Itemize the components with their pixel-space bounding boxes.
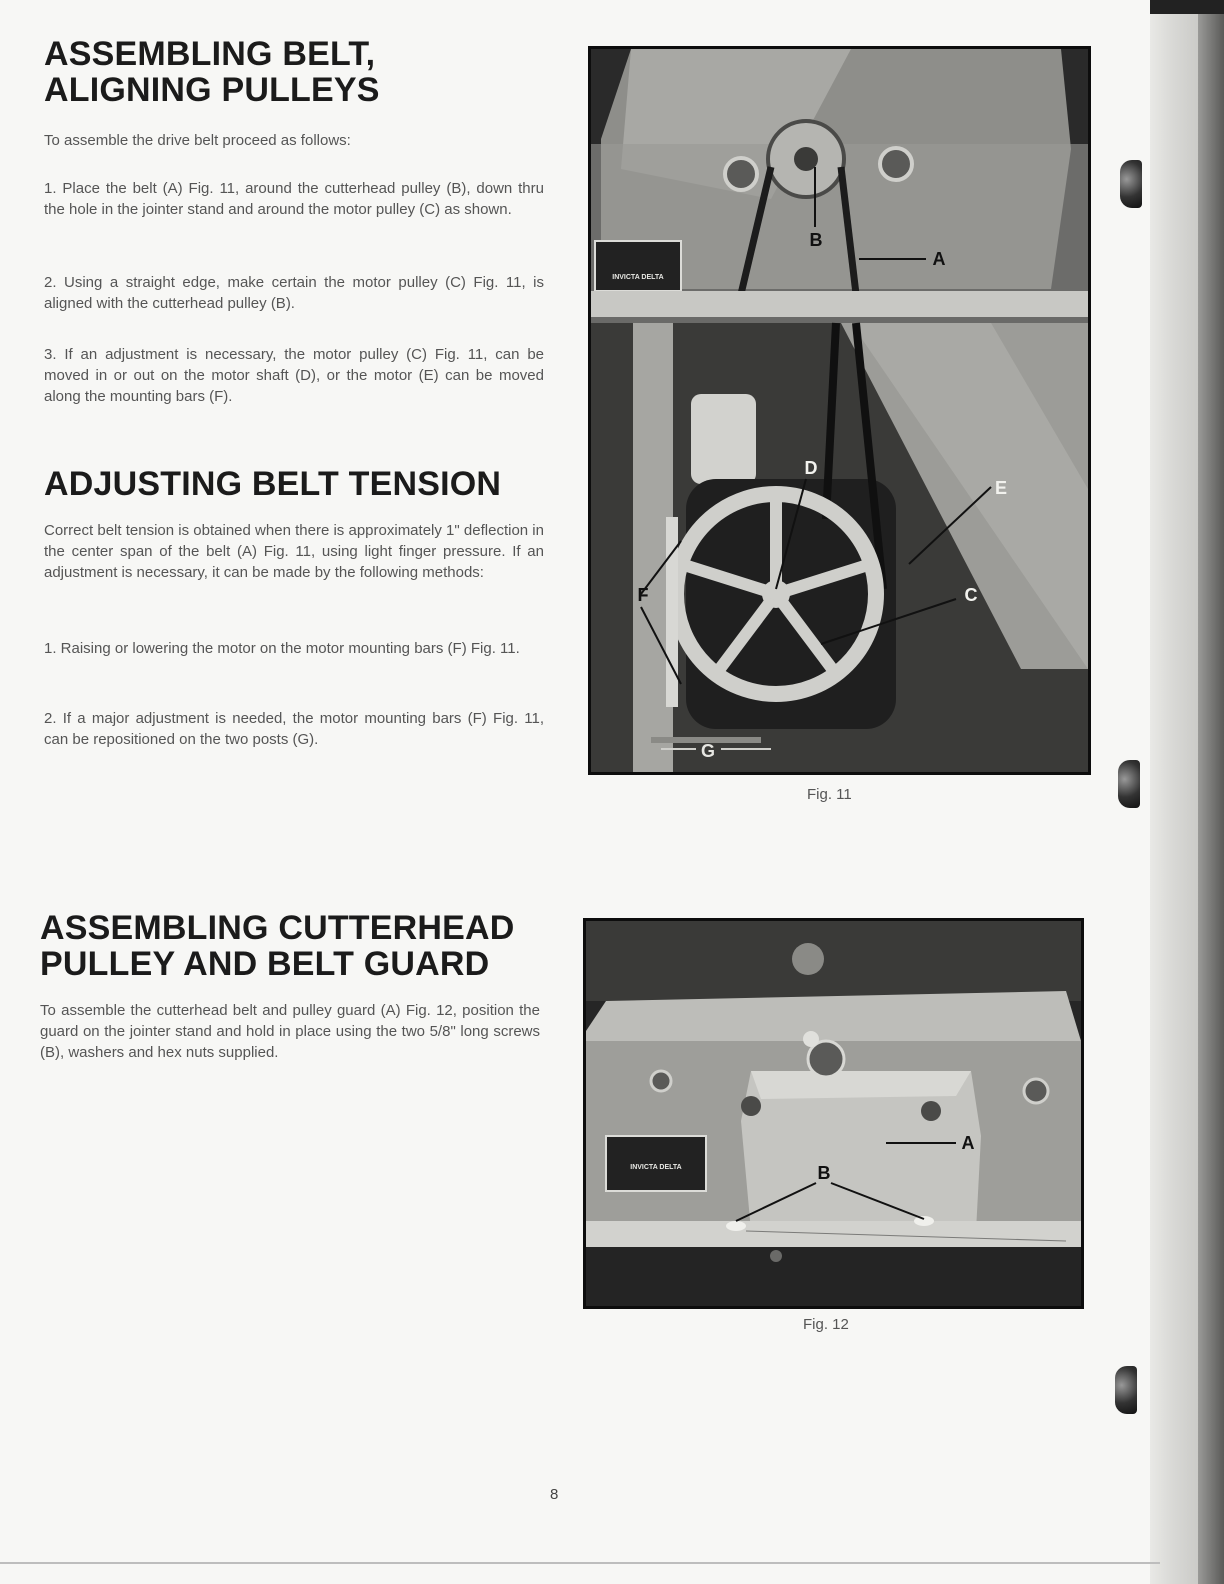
figure-12-photo	[583, 918, 1084, 1309]
figure-11-label-e: E	[994, 478, 1008, 498]
figure-11-photo	[588, 46, 1091, 775]
section1-step-2: 2. Using a straight edge, make certain the motor pulley (C) Fig. 11, is aligned with the cutterhead pulley (B).	[44, 274, 544, 312]
figure-11-label-b: B	[809, 230, 823, 250]
section3-body: To assemble the cutterhead belt and pulley guard (A) Fig. 12, position the guard on the jointer stand and hold in place using the two 5/8" long screws (B), washers and hex nuts supplied.	[40, 1002, 540, 1061]
binder-shadow	[1198, 0, 1224, 1584]
figure-11-label-a: A	[932, 249, 946, 269]
section1-step-1: 1. Place the belt (A) Fig. 11, around the cutterhead pulley (B), down thru the hole in the jointer stand and around the motor pulley (C) as shown.	[44, 180, 544, 218]
binder-top-bar	[1150, 0, 1224, 14]
section3-heading-line1: ASSEMBLING CUTTERHEAD	[40, 909, 515, 947]
section1-intro: To assemble the drive belt proceed as follows:	[44, 132, 351, 149]
section1-heading	[44, 36, 380, 108]
section3-heading	[40, 910, 515, 982]
figure-12-label-a: A	[961, 1133, 975, 1153]
figure-11-illustration	[591, 49, 1088, 772]
figure-11-label-f: F	[637, 585, 649, 605]
binder-ring-middle	[1118, 760, 1140, 808]
figure-11-nameplate: INVICTA DELTA	[612, 274, 664, 281]
section2-step-2: 2. If a major adjustment is needed, the motor mounting bars (F) Fig. 11, can be repositioned on the two posts (G).	[44, 710, 544, 748]
figure-11-label-g: G	[700, 741, 716, 761]
figure-12-illustration	[586, 921, 1081, 1306]
binder-ring-bottom	[1115, 1366, 1137, 1414]
section2-intro: Correct belt tension is obtained when there is approximately 1" deflection in the center span of the belt (A) Fig. 11, using light finger pressure. If an adjustment is necessary, it can be made by the following methods:	[44, 522, 544, 581]
page-number: 8	[550, 1486, 559, 1503]
page-bottom-rule	[0, 1562, 1160, 1564]
figure-11-label-c: C	[964, 585, 978, 605]
section3-heading-line2: PULLEY AND BELT GUARD	[40, 945, 490, 983]
section2-step-1: 1. Raising or lowering the motor on the motor mounting bars (F) Fig. 11.	[44, 640, 520, 657]
figure-11-label-d: D	[804, 458, 818, 478]
section1-step-3: 3. If an adjustment is necessary, the motor pulley (C) Fig. 11, can be moved in or out on the motor shaft (D), or the motor (E) can be moved along the mounting bars (F).	[44, 346, 544, 405]
binder-ring-top	[1120, 160, 1142, 208]
figure-12-caption: Fig. 12	[803, 1316, 849, 1333]
figure-12-nameplate: INVICTA DELTA	[630, 1164, 682, 1171]
section1-heading-line1: ASSEMBLING BELT,	[44, 35, 376, 73]
figure-11-caption: Fig. 11	[807, 786, 852, 803]
section1-heading-line2: ALIGNING PULLEYS	[44, 71, 380, 109]
section2-heading: ADJUSTING BELT TENSION	[44, 465, 502, 503]
figure-12-label-b: B	[817, 1163, 831, 1183]
